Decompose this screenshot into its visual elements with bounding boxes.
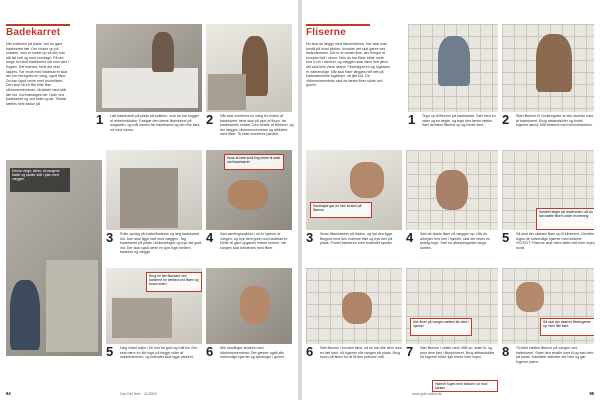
callout: Alle fliser på vangen sættes før dem i hjørnet (410, 318, 472, 336)
left-page (0, 0, 298, 400)
worker-figure (10, 280, 40, 350)
bathtub (102, 68, 198, 108)
right-page (302, 0, 600, 400)
right-title-bar (306, 24, 370, 40)
step-number: 5 (502, 230, 510, 245)
step-number: 3 (306, 230, 314, 245)
step-caption: Rulle opslag på sokkelfladerne og læg badekarret ind. Den skal ligge fast mod væggen. Tag badekarret på plads i silikonefugen og tryk det godt ind. Der skal også være en god fuge mellem badekar og vægge. (120, 232, 202, 255)
photo-step-3 (106, 150, 202, 230)
photo-step-r6 (306, 268, 402, 344)
step-number: 6 (206, 344, 214, 359)
worker-figure (152, 32, 174, 72)
right-page-title: Fliserne (306, 27, 346, 38)
left-page-title: Badekarret (6, 27, 61, 38)
photo-step-6 (206, 268, 292, 344)
callout: Kanthøjde gør en stor forskel på fliserne (310, 202, 372, 218)
step-caption: Læg lodret bøjle i 60 mm fra gulv og mål fra. Der skal være en flot fuge på begge sider af sokkelrammen, og bræddet skal ligge vandret. (120, 346, 198, 360)
step-caption: Smør flisenklæber på fladen, og lad den ligge. Begynd med den inderste flise og tryk den på plads. Fordel klæberen med fortandet spartel. (320, 232, 394, 246)
step-caption: Sæt samlingsstykker i de to hjørner af vangen, og tryk dem godt mod badekarret. Dette vil gøre opgaven lettere senere, når vangen skal beklædes med fliser. (220, 232, 288, 250)
photo-step-1 (96, 24, 202, 112)
photo-step-5 (106, 268, 202, 344)
step-caption: Til sidst sættes fliserne på vangen ved badekarret. Skær den smalle kant til og sæt dem på plads. Kantlister afslutter det hele og gør fugerne pæne. (516, 346, 594, 364)
callout: Vandret lægte på undersiden, så du kan støtte flisen under montering (536, 208, 594, 230)
hands (436, 170, 468, 210)
step-caption: Start fliserne til i forlængelse af den øverste kant af badekarret. Brug afstandskiler og fordel fugerne jævnt. Mål bestemt med tommestokken. (516, 114, 594, 128)
photo-large-wall (6, 160, 102, 356)
step-number: 2 (206, 112, 214, 127)
step-caption: Sæt de første fliser på væggen op. Når du arbejder helt hen i hjørnet, skal der laves en tydelig fuge. Sæt en afslutningsliste langs kanten. (420, 232, 490, 250)
step-number: 4 (206, 230, 214, 245)
callout: Brug en tæt flisekant ved kanterne for tæthed ved flisen og bruse siden (146, 272, 202, 292)
step-caption: Så skal der skæres fliser op til klinkerne. Derefter fuges de indvendige hjørner med silikone. VIGTIGT: Fliserne skal være tætte helt hele vejen rundt. (516, 232, 595, 250)
website-url[interactable]: www.gds-online.dk (412, 392, 442, 396)
step-caption: Sæt fliserne i bunden først, så du har alle dem med en tæt kant, så fugerne når vangen på plads. Brug tusch på flisen for at få den præcise mål. (320, 346, 402, 360)
step-number: 2 (502, 112, 510, 127)
photo-step-r7 (406, 268, 498, 344)
worker-figure (536, 34, 572, 92)
step-caption: Når skal monteres en vang for enden af badekarret, først skal på pipe af tilsyn, fra badekarrets sokkel. Den består af letbeton, og der lægges vådrumsmembran og afsluttes med fliser. Til sidst monteres panelet. (220, 114, 294, 137)
right-intro-text: Nu skal du lægge med fliseemblems. Her skal man forstå på hvad klinker, hvordan det skal gøres ved badeværelser. Det er en smart flise, der bringer et komplet helt i stuen. Hvis du har fliser både mere end 4 cm i vandret, og væggen skal være helt jævn, det skal ikke være skævt. Fliseklipperen og fugesøm er nødvendige. Når skal fliser lægges helt tæt på badeværelsets fugelinjer, så tjek lod. De vådrumsmembran skal de første fliser sidde ved gulvet. (306, 42, 390, 88)
page-number: 94 (6, 391, 11, 396)
photo-step-4 (206, 150, 292, 230)
hands (228, 180, 268, 210)
photo-step-r4 (406, 150, 498, 230)
left-title-bar (6, 24, 70, 40)
step-caption: Tegn op til fliserne på badekarret. Sæt med en vater og en lægte, og tegn den første række. Sæt dernæst fliserne op og fordel dem. (422, 114, 496, 128)
callout: Husk at lade små ting vente til sidst ved badekarret (224, 154, 284, 170)
photo-step-r8 (502, 268, 594, 344)
hands (516, 282, 544, 312)
step-number: 4 (406, 230, 414, 245)
photo-step-r5 (502, 150, 594, 230)
step-number: 6 (306, 344, 314, 359)
photo-step-2 (206, 24, 292, 112)
hands (240, 286, 270, 324)
page-number: 95 (589, 391, 594, 396)
step-caption: Sæt fliserne i sidste rand. Mål op, skær til, og pres dem fast i flisepulveret. Brug afstandskiler så fugerne bliver lige brede hele vejen. (420, 346, 495, 360)
step-caption: Løft badekarret på plads på sokklen, som du har bygget af letbetonblokke. Fastgør den første fliseskinne på langsiden, og mål kanten før badekarret og den lille kant ud mod muren. (110, 114, 200, 132)
step-number: 5 (106, 344, 114, 359)
tub-wall (208, 74, 246, 110)
hands (342, 292, 372, 324)
photo-step-r3 (306, 150, 402, 230)
step-number: 3 (106, 230, 114, 245)
step-number: 8 (502, 344, 510, 359)
step-number: 1 (96, 112, 104, 127)
callout: Hjørnet fuges med silikone ud mod kanten (432, 380, 498, 392)
tub-panel (112, 298, 172, 338)
step-caption: Alle samlinger smøres med vådrumsmembran. Det gælder også alle indvendige hjørner og samlinger i gulvet. (220, 346, 285, 360)
magazine-footer: Gør Det Selv · 11/2003 (120, 392, 157, 396)
photo-step-r1 (408, 24, 498, 112)
callout: Så skal der skæres flisefugerne op i den lille kant (540, 318, 594, 336)
hands (350, 162, 384, 198)
step-number: 7 (406, 344, 414, 359)
worker-figure (438, 36, 470, 86)
step-number: 1 (408, 112, 416, 127)
tub-side (46, 260, 98, 352)
tub-corner (120, 168, 178, 228)
left-intro-text: Når sokkelen på plads, bør du gøre badekarret tæt. Der lukkes op på sokklen, som er lukket op så den kan stå lidt lodt og med montage. På det lange led skal badekarret stå men løst i flugten. Det kræves, fordi det skal skjules. Før ende med badekarret skal der her beregnes en vang, også fliser. Du kan også vente med bruseflisen. Den skal så en lille bitte flise vådrumsmembran, så sidste rand står tæt ind. Kortmøntages der i side ved badekarret og ved toilet og alt. Tilsidst sættes hele kasse på. (6, 42, 69, 106)
callout: Denne vinge, sikrer, at vangens flader og kanter står i plan med væggen (10, 168, 70, 192)
photo-step-r2 (502, 24, 594, 112)
